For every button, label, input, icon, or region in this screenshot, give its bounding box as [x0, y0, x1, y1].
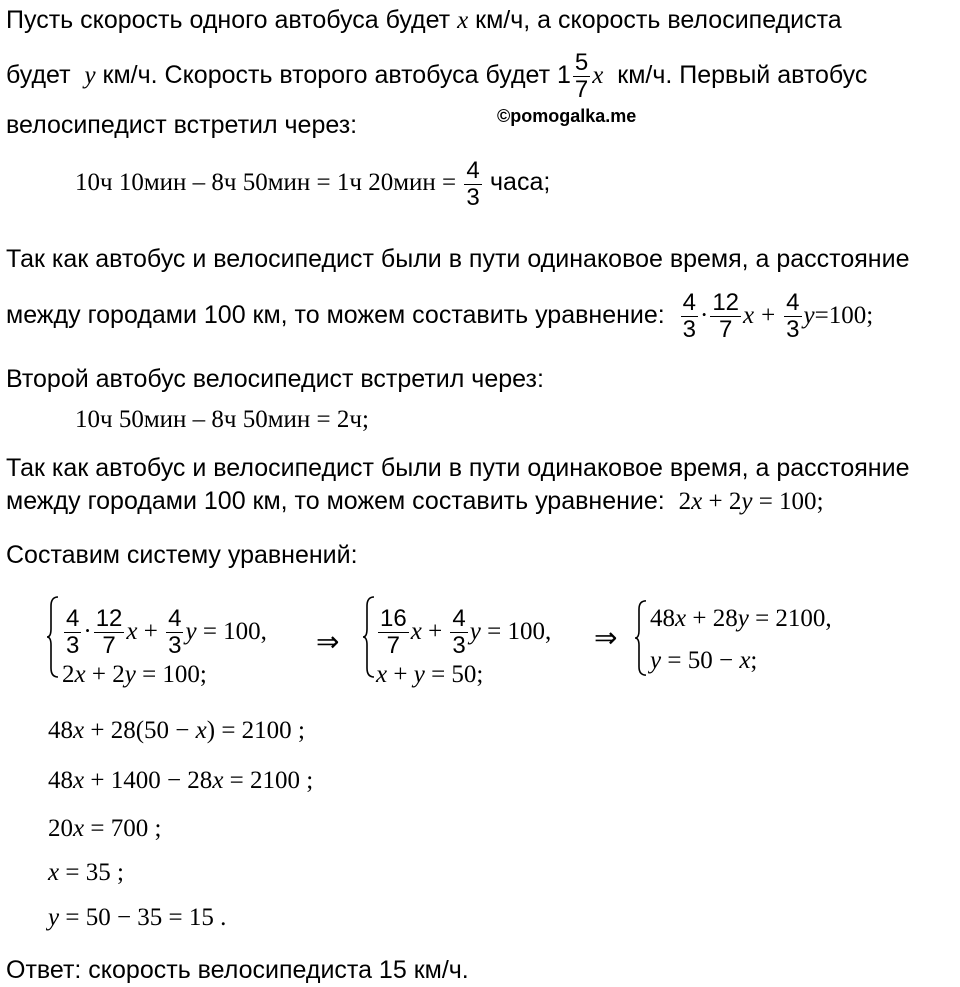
paragraph-line-3: велосипедист встретил через: [6, 111, 358, 139]
system-1-row-1: $\frac{4}{3}$ · $\frac{12}{7}$ x + $\frac{4}{3}$ y = 100, [66, 605, 267, 659]
step-5: y = 50 − 35 = 15 . [48, 904, 227, 931]
watermark: ©pomogalka.me [497, 106, 637, 126]
paragraph-line-1 [6, 5, 842, 36]
fraction: $\frac{4}{3}$ [682, 289, 696, 343]
system-2-row-2: x + y = 50; [376, 661, 484, 688]
system-2-row-1: $\frac{16}{7}$ x + $\frac{4}{3}$ y = 100, [380, 605, 552, 659]
step-3: 20x = 700 ; [48, 815, 162, 842]
text: между городами 100 км, то можем составить уравнение: [6, 487, 665, 515]
paragraph-line-2 [6, 50, 867, 103]
equation-1 [75, 158, 550, 211]
paragraph-line-7: Так как автобус и велосипедист были в пути одинаковое время, а расстояние [6, 454, 910, 482]
text: км/ч. Скорость второго автобуса будет 1 [102, 61, 571, 90]
brace-icon [46, 596, 60, 678]
var-x: x [592, 62, 604, 90]
fraction: $\frac{4}{3}$ [466, 157, 480, 211]
answer: Ответ: скорость велосипедиста 15 км/ч. [6, 956, 469, 984]
text: часа; [490, 168, 551, 197]
text: Пусть скорость одного автобуса будет [6, 6, 451, 34]
fraction: $\frac{5}{7}$ [574, 49, 589, 103]
step-4: x = 35 ; [48, 859, 124, 886]
paragraph-line-8: между городами 100 км, то можем составить уравнение: 2x + 2y = 100; [6, 487, 824, 515]
fraction: $\frac{12}{7}$ [712, 289, 740, 343]
var-y: y [84, 62, 96, 90]
paragraph-line-9: Составим систему уравнений: [6, 541, 358, 569]
system-3-row-1: 48x + 28y = 2100, [650, 605, 832, 632]
text: 10ч 10мин – 8ч 50мин = 1ч 20мин = [75, 169, 457, 197]
text: км/ч, а скорость велосипедиста [475, 6, 842, 34]
paragraph-line-4: Так как автобус и велосипедист были в пути одинаковое время, а расстояние [6, 245, 910, 273]
paragraph-line-6: Второй автобус велосипедист встретил через: [6, 365, 544, 393]
text: будет [6, 61, 71, 90]
implies-arrow-1: ⇒ [316, 627, 340, 658]
step-1: 48x + 28(50 − x) = 2100 ; [48, 717, 305, 744]
system-3-row-2: y = 50 − x; [650, 647, 758, 674]
paragraph-line-5: между городами 100 км, то можем составить уравнение: $\frac{4}{3}$ · $\frac{12}{7}$ x + $\frac{4}{3}$ y=100; [6, 289, 874, 343]
brace-icon [362, 596, 376, 678]
equation-2: 10ч 50мин – 8ч 50мин = 2ч; [75, 406, 369, 433]
step-2: 48x + 1400 − 28x = 2100 ; [48, 767, 314, 794]
system-1-row-2: 2x + 2y = 100; [62, 661, 207, 688]
implies-arrow-2: ⇒ [594, 623, 618, 654]
var-x: x [457, 7, 469, 34]
fraction: $\frac{4}{3}$ [786, 289, 800, 343]
text: км/ч. Первый автобус [617, 61, 868, 90]
text: между городами 100 км, то можем составить уравнение: [6, 301, 665, 330]
brace-icon [634, 600, 648, 676]
